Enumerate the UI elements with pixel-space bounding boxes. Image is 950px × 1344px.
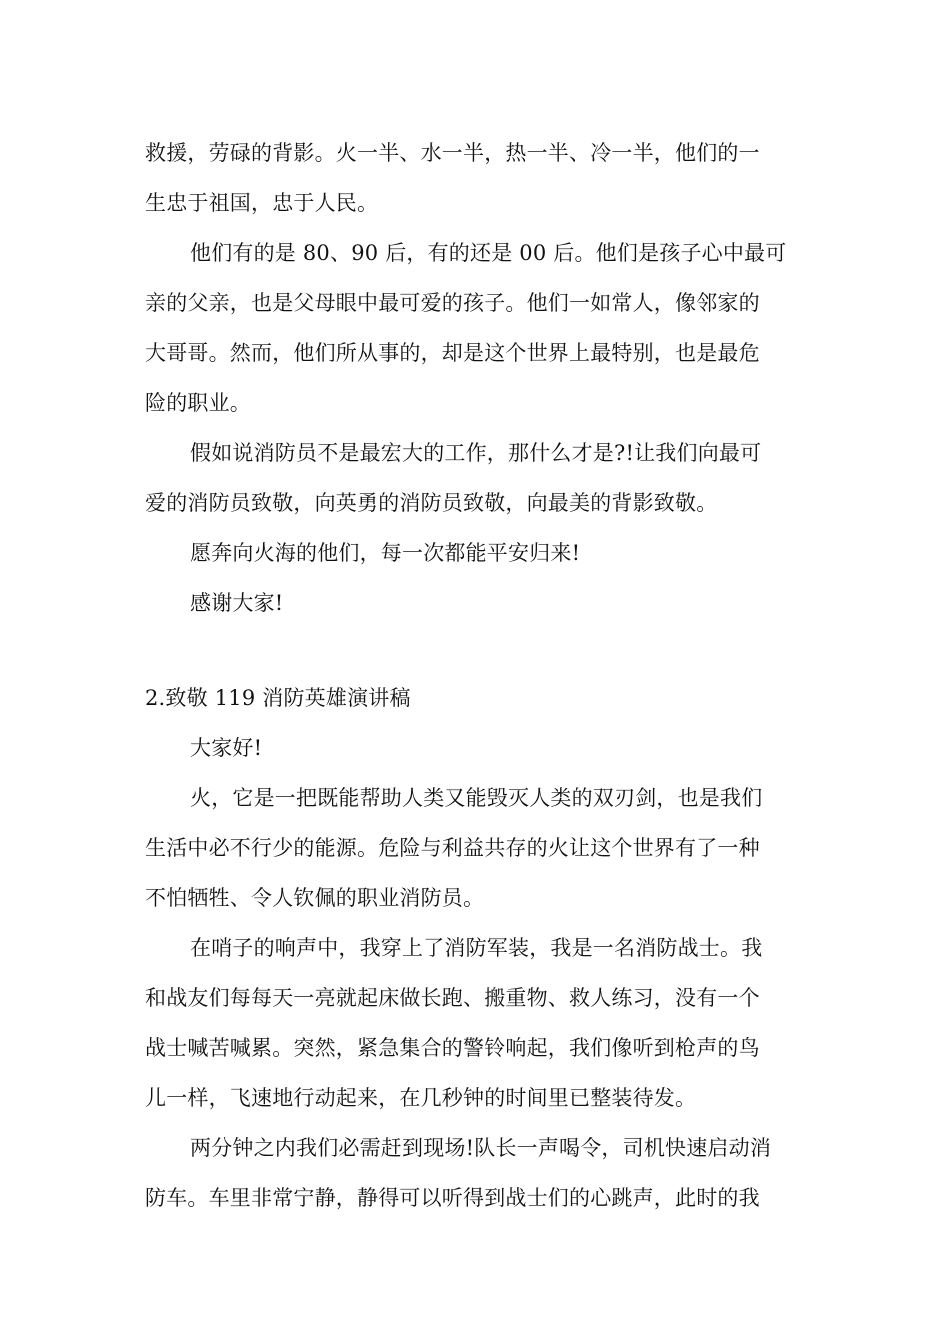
paragraph-line: 两分钟之内我们必需赶到现场!队长一声喝令，司机快速启动消 <box>190 1136 772 1160</box>
paragraph-line: 他们有的是 80、90 后，有的还是 00 后。他们是孩子心中最可 <box>190 241 787 265</box>
paragraph-line: 愿奔向火海的他们，每一次都能平安归来! <box>190 541 581 565</box>
paragraph-line: 亲的父亲，也是父母眼中最可爱的孩子。他们一如常人，像邻家的 <box>145 291 760 315</box>
paragraph-line: 险的职业。 <box>145 391 251 415</box>
paragraph-line: 火，它是一把既能帮助人类又能毁灭人类的双刃剑，也是我们 <box>190 786 763 810</box>
paragraph-line: 爱的消防员致敬，向英勇的消防员致敬，向最美的背影致敬。 <box>145 491 718 515</box>
paragraph-line: 在哨子的响声中，我穿上了消防军装，我是一名消防战士。我 <box>190 936 763 960</box>
paragraph-line: 大哥哥。然而，他们所从事的，却是这个世界上最特别，也是最危 <box>145 341 760 365</box>
paragraph-line: 不怕牺牲、令人钦佩的职业消防员。 <box>145 886 485 910</box>
paragraph-line: 感谢大家! <box>190 591 284 615</box>
paragraph-line: 战士喊苦喊累。突然，紧急集合的警铃响起，我们像听到枪声的鸟 <box>145 1036 760 1060</box>
paragraph-line: 生活中必不行少的能源。危险与利益共存的火让这个世界有了一种 <box>145 836 760 860</box>
paragraph-line: 假如说消防员不是最宏大的工作，那什么才是?!让我们向最可 <box>190 441 762 465</box>
paragraph-line: 防车。车里非常宁静，静得可以听得到战士们的心跳声，此时的我 <box>145 1186 760 1210</box>
paragraph-line: 生忠于祖国，忠于人民。 <box>145 191 379 215</box>
section-heading: 2.致敬 119 消防英雄演讲稿 <box>145 686 411 710</box>
paragraph-line: 和战友们每每天一亮就起床做长跑、搬重物、救人练习，没有一个 <box>145 986 760 1010</box>
paragraph-line: 救援，劳碌的背影。火一半、水一半，热一半、冷一半，他们的一 <box>145 141 760 165</box>
paragraph-line: 儿一样，飞速地行动起来，在几秒钟的时间里已整装待发。 <box>145 1086 697 1110</box>
paragraph-line: 大家好! <box>190 736 263 760</box>
